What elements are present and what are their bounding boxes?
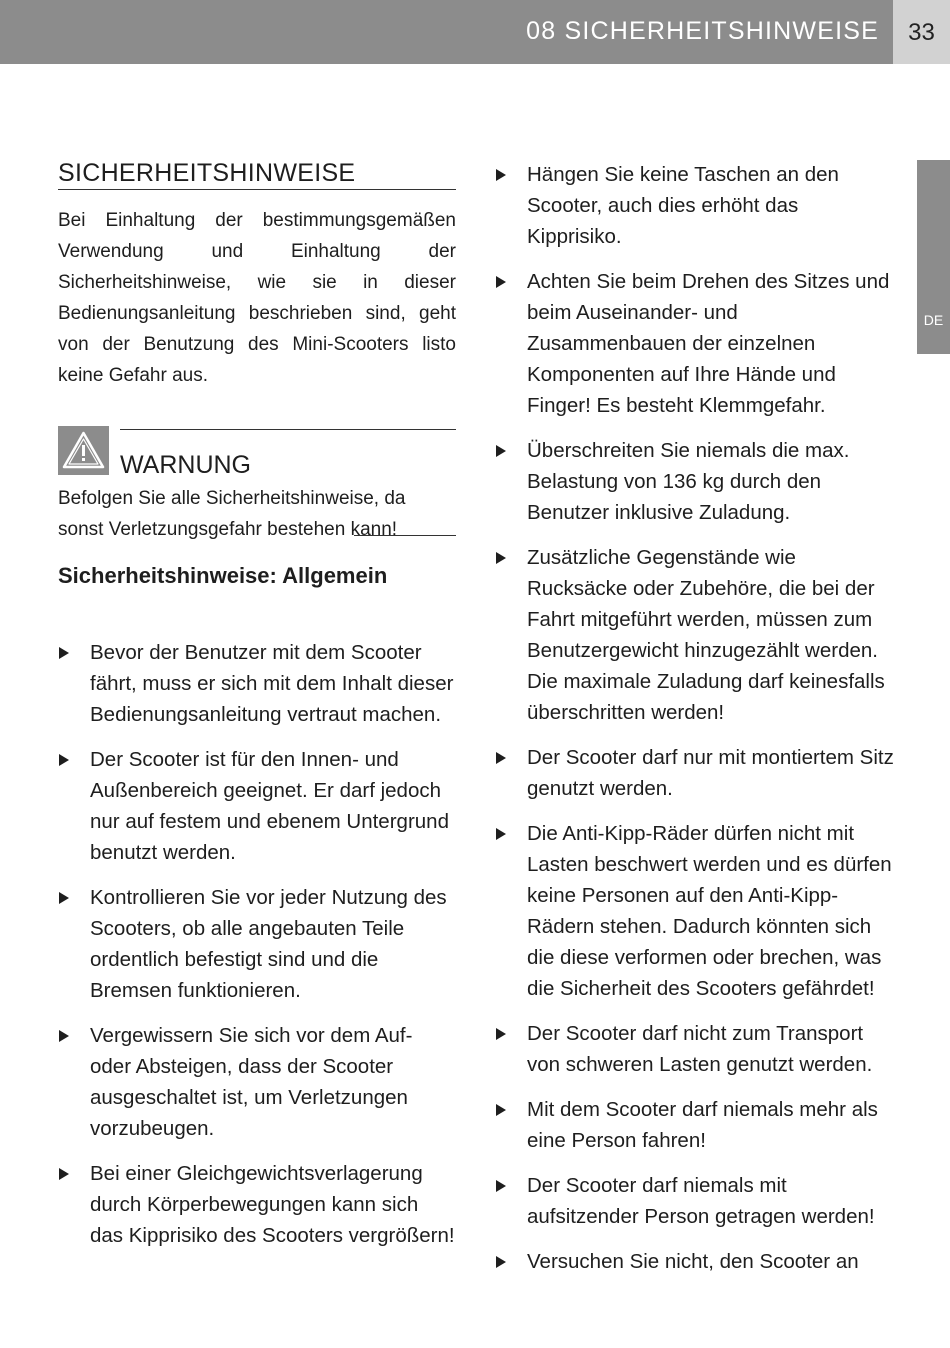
bullet-triangle-icon [496,828,506,840]
list-item-text: Der Scooter ist für den Innen- und Außenbereich geeignet. Er darf jedoch nur auf festem und ebenem Untergrund benutzt werden. [90,748,449,864]
list-item [495,1094,895,1156]
list-item [495,542,895,728]
list-item [495,435,895,528]
list-item [495,1170,895,1232]
list-item [58,1158,456,1251]
list-item-text: Der Scooter darf niemals mit aufsitzender Person getragen werden! [527,1174,875,1228]
warning-bottom-rule [354,535,456,536]
chapter-title: 08 SICHERHEITSHINWEISE [526,17,879,45]
left-column [58,158,456,1265]
list-item-text: Versuchen Sie nicht, den Scooter an [527,1250,859,1273]
bullet-triangle-icon [59,892,69,904]
list-item [58,744,456,868]
bullet-triangle-icon [59,754,69,766]
warning-text: Befolgen Sie alle Sicherheitshinweise, da sonst Verletzungsgefahr bestehen kann! [58,488,406,540]
list-item-text: Achten Sie beim Drehen des Sitzes und beim Auseinander- und Zusammenbauen der einzelnen Komponenten auf Ihre Hände und Finger! Es besteht Klemmgefahr. [527,270,890,417]
bullet-triangle-icon [496,1028,506,1040]
page-number: 33 [908,19,935,46]
warning-triangle-icon [58,426,109,475]
bullet-triangle-icon [59,1030,69,1042]
bullet-triangle-icon [496,1256,506,1268]
list-item-text: Zusätzliche Gegenstände wie Rucksäcke oder Zubehöre, die bei der Fahrt mitgeführt werden, müssen zum Benutzergewicht hinzugezählt werden. Die maximale Zuladung darf keinesfalls überschritten werden! [527,546,885,724]
list-item-text: Bevor der Benutzer mit dem Scooter fährt, muss er sich mit dem Inhalt dieser Bedienungsanleitung vertraut machen. [90,641,454,726]
intro-paragraph: Bei Einhaltung der bestimmungsgemäßen Verwendung und Einhaltung der Sicherheitshinweise, wie sie in dieser Bedienungsanleitung beschrieben sind, geht von der Benutzung des Mini-Scooters listo keine Gefahr aus. [58,210,456,386]
subsection-heading: Sicherheitshinweise: Allgemein [58,563,388,588]
list-item [58,882,456,1006]
bullet-triangle-icon [59,1168,69,1180]
right-bullet-list [495,159,895,1277]
bullet-triangle-icon [496,445,506,457]
list-item-text: Hängen Sie keine Taschen an den Scooter, auch dies erhöht das Kipprisiko. [527,163,839,248]
list-item-text: Mit dem Scooter darf niemals mehr als eine Person fahren! [527,1098,878,1152]
page-header [0,0,893,64]
bullet-triangle-icon [496,276,506,288]
bullet-triangle-icon [496,752,506,764]
bullet-triangle-icon [496,1180,506,1192]
language-tab-label: DE [923,312,944,328]
warning-top-rule [120,429,456,430]
list-item-text: Der Scooter darf nur mit montiertem Sitz genutzt werden. [527,746,894,800]
list-item-text: Vergewissern Sie sich vor dem Auf- oder Absteigen, dass der Scooter ausgeschaltet ist, um Verletzungen vorzubeugen. [90,1024,413,1140]
list-item [495,159,895,252]
bullet-triangle-icon [496,1104,506,1116]
list-item [58,637,456,730]
list-item-text: Der Scooter darf nicht zum Transport von schweren Lasten genutzt werden. [527,1022,873,1076]
list-item [495,742,895,804]
list-item [495,1246,895,1277]
list-item [495,266,895,421]
list-item [58,1020,456,1144]
bullet-triangle-icon [496,552,506,564]
warning-title: WARNUNG [120,451,252,479]
page-number-box [893,0,950,64]
language-tab [917,160,950,354]
section-heading: SICHERHEITSHINWEISE [58,158,456,190]
warning-block [58,426,456,540]
left-bullet-list [58,637,456,1251]
right-column [495,158,895,1291]
bullet-triangle-icon [496,169,506,181]
list-item-text: Kontrollieren Sie vor jeder Nutzung des Scooters, ob alle angebauten Teile ordentlich befestigt sind und die Bremsen funktionieren. [90,886,447,1002]
bullet-triangle-icon [59,647,69,659]
list-item [495,818,895,1004]
list-item-text: Die Anti-Kipp-Räder dürfen nicht mit Lasten beschwert werden und es dürfen keine Personen auf den Anti-Kipp-Rädern stehen. Dadurch könnten sich die diese verformen oder brechen, was die Sicherheit des Scooters gefährdet! [527,822,892,1000]
list-item-text: Bei einer Gleichgewichtsverlagerung durch Körperbewegungen kann sich das Kipprisiko des Scooters vergrößern! [90,1162,455,1247]
list-item [495,1018,895,1080]
list-item-text: Überschreiten Sie niemals die max. Belastung von 136 kg durch den Benutzer inklusive Zuladung. [527,439,850,524]
